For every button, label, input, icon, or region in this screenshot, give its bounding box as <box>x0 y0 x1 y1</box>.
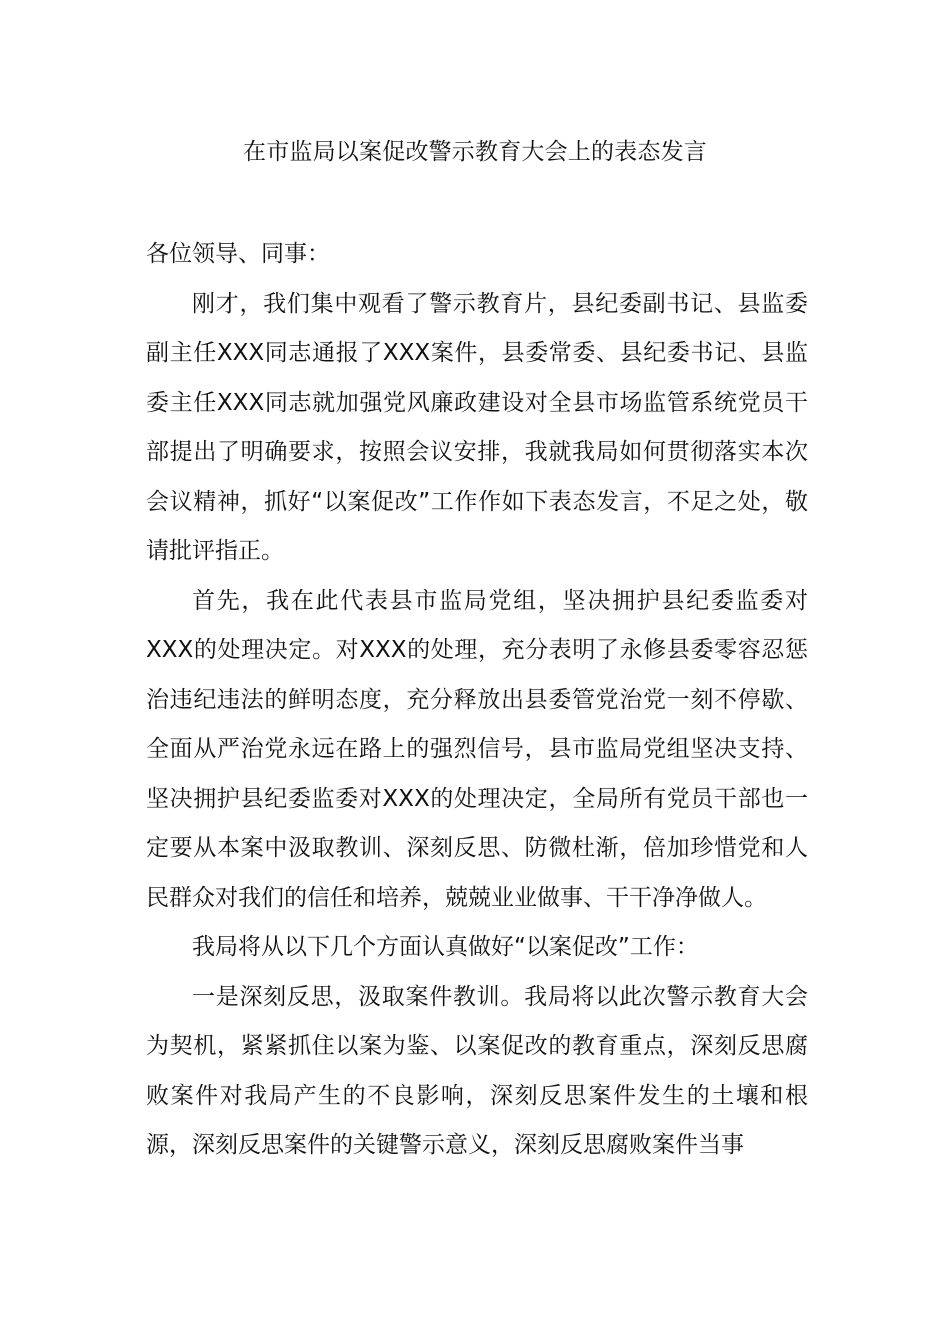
paragraph-intro: 我局将从以下几个方面认真做好“以案促改”工作： <box>192 934 699 960</box>
document-title: 在市监局以案促改警示教育大会上的表态发言 <box>243 139 707 165</box>
paragraph-first: 首先，我在此代表县市监局党组，坚决拥护县纪委监委对XXX的处理决定。对XXX的处理，充分表明了永修县委零容忍惩治违纪违法的鲜明态度，充分释放出县委管党治党一刻不停歇、全面从严治党永远在路上的强烈信号，县市监局党组坚决支持、坚决拥护县纪委监委对XXX的处理决定，全局所有党员干部也一定要从本案中汲取教训、深刻反思、防微杜渐，倍加珍惜党和人民群众对我们的信任和培养，兢兢业业做事、干干净净做人。 <box>146 587 808 911</box>
document-body <box>146 230 808 1171</box>
paragraph-point-one: 一是深刻反思，汲取案件教训。我局将以此次警示教育大会为契机，紧紧抓住以案为鉴、以案促改的教育重点，深刻反思腐败案件对我局产生的不良影响，深刻反思案件发生的土壤和根源，深刻反思案件的关键警示意义，深刻反思腐败案件当事 <box>146 983 808 1158</box>
paragraph-opening: 刚才，我们集中观看了警示教育片，县纪委副书记、县监委副主任XXX同志通报了XXX案件，县委常委、县纪委书记、县监委主任XXX同志就加强党风廉政建设对全县市场监管系统党员干部提出了明确要求，按照会议安排，我就我局如何贯彻落实本次会议精神，抓好“以案促改”工作作如下表态发言，不足之处，敬请批评指正。 <box>146 290 808 564</box>
salutation: 各位领导、同事： <box>146 241 330 267</box>
